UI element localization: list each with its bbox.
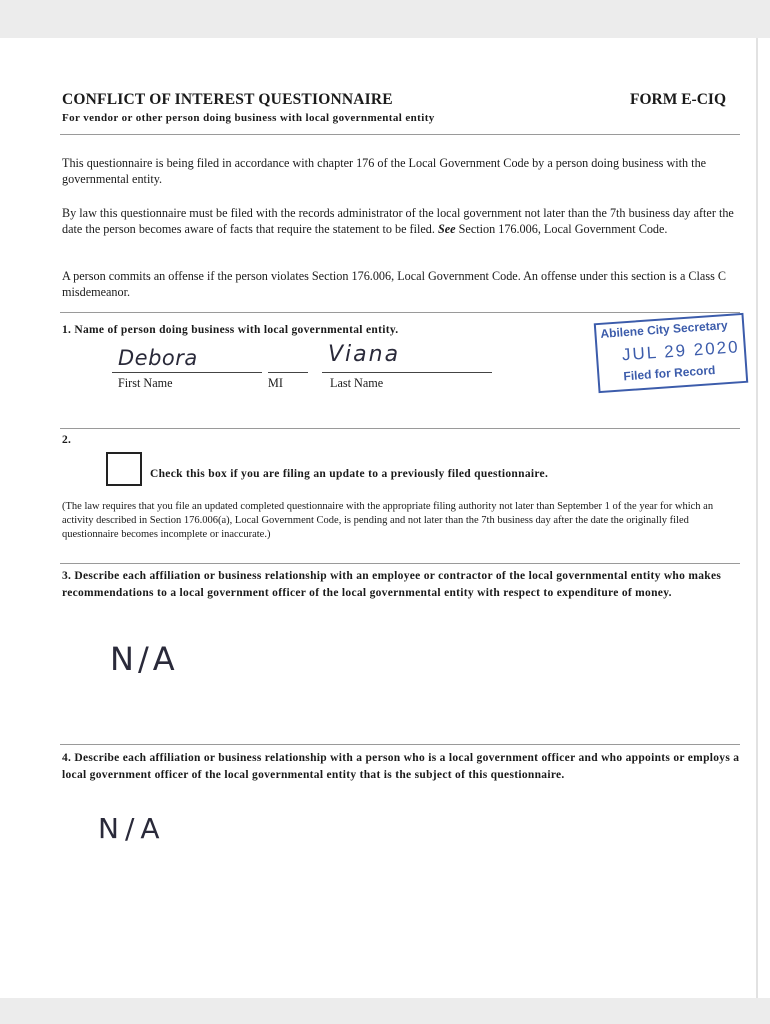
- last-name-line: [322, 372, 492, 373]
- divider: [60, 744, 740, 745]
- update-checkbox-label: Check this box if you are filing an update to a previously filed questionnaire.: [150, 468, 549, 480]
- form-title: CONFLICT OF INTEREST QUESTIONNAIRE: [62, 91, 393, 108]
- divider: [60, 563, 740, 564]
- first-name-label: First Name: [118, 376, 173, 390]
- form-id: FORM E-CIQ: [630, 91, 727, 108]
- update-checkbox[interactable]: [106, 452, 142, 486]
- intro-paragraph-2-ref: Section 176.006, Local Government Code.: [458, 222, 668, 236]
- first-name-line: [112, 372, 262, 373]
- stamp-office: Abilene City Secretary: [600, 318, 729, 341]
- stamp-date: JUL 29 2020: [621, 337, 741, 365]
- intro-paragraph-2-see: See: [437, 222, 456, 236]
- mi-label: MI: [268, 376, 283, 390]
- scan-border-top: [0, 0, 770, 38]
- section-4-title: 4. Describe each affiliation or business relationship with a person who is a local government officer and who appoints or employs a local government officer of the local governmental entity that is the subject of this questionnaire.: [62, 752, 740, 781]
- section-1-title: 1. Name of person doing business with local governmental entity.: [62, 324, 399, 336]
- first-name-value[interactable]: Debora: [118, 346, 198, 370]
- intro-paragraph-1: This questionnaire is being filed in accordance with chapter 176 of the Local Government Code by a person doing business with the governmental entity.: [62, 156, 707, 186]
- divider: [60, 134, 740, 135]
- last-name-value[interactable]: Viana: [328, 342, 401, 367]
- intro-paragraph-2: [62, 205, 742, 237]
- section-3-title: 3. Describe each affiliation or business relationship with an employee or contractor of the local governmental entity who makes recommendations to a local government officer of the local governmental entity with respect to expenditure of money.: [62, 570, 722, 599]
- scan-edge-right: [756, 38, 758, 998]
- section-2-note: (The law requires that you file an updated completed questionnaire with the appropriate filing authority not later than September 1 of the year for which an activity described in Section 176.006(a), Local Government Code, is pending and not later than the 7th business day after the date the originally filed questionnaire becomes incomplete or inaccurate.): [62, 501, 714, 540]
- section-3-answer[interactable]: N/A: [110, 640, 179, 678]
- last-name-label: Last Name: [330, 376, 384, 390]
- section-2-number: 2.: [62, 434, 72, 446]
- mi-line: [268, 372, 308, 373]
- divider: [60, 428, 740, 429]
- form-subtitle: For vendor or other person doing business with local governmental entity: [62, 112, 435, 124]
- scan-border-bottom: [0, 998, 770, 1024]
- filed-stamp: [594, 313, 749, 393]
- intro-paragraph-3: A person commits an offense if the person violates Section 176.006, Local Government Code. An offense under this section is a Class C misdemeanor.: [62, 269, 726, 299]
- intro-paragraph-2-main: By law this questionnaire must be filed with the records administrator of the local government not later than the 7th business day after the date the person becomes aware of facts that require the statement to be filed.: [62, 206, 734, 236]
- divider: [60, 312, 740, 313]
- section-4-answer[interactable]: N/A: [98, 812, 166, 845]
- stamp-filed-label: Filed for Record: [623, 362, 716, 384]
